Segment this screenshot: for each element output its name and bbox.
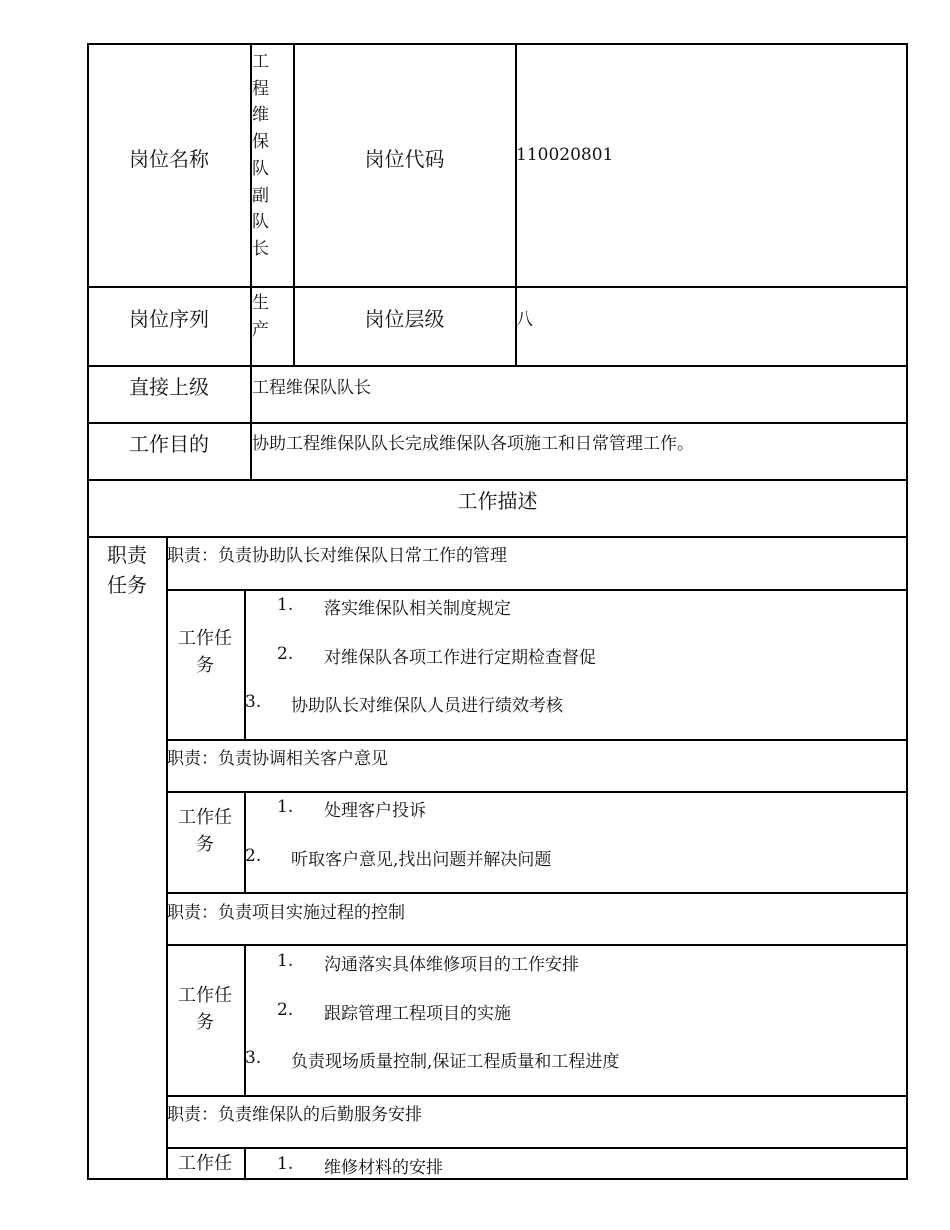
position-name-value: 工程维保队副队长 <box>252 52 269 259</box>
task-label <box>166 982 244 1036</box>
task-number: 2. <box>277 1000 294 1020</box>
position-series-value: 生产 <box>252 293 269 340</box>
task-number: 1. <box>277 1154 294 1174</box>
task-text: 处理客户投诉 <box>324 801 426 821</box>
row-divider <box>166 1095 907 1097</box>
row-divider <box>88 365 907 367</box>
task-number: 1. <box>277 595 294 615</box>
task-text: 听取客户意见,找出问题并解决问题 <box>291 850 552 870</box>
row-divider <box>88 536 907 538</box>
work-purpose-value: 协助工程维保队队长完成维保队各项施工和日常管理工作。 <box>252 434 694 454</box>
task-text: 对维保队各项工作进行定期检查督促 <box>324 648 596 668</box>
column-divider <box>244 589 246 740</box>
row-divider <box>166 739 907 741</box>
task-label-line1: 工作任 <box>178 628 232 649</box>
task-number: 3. <box>245 1048 262 1068</box>
column-divider <box>244 791 246 893</box>
duty-title: 职责：负责协调相关客户意见 <box>167 749 388 769</box>
duties-label <box>88 540 166 600</box>
duties-label-line2: 任务 <box>107 573 147 597</box>
task-number: 1. <box>277 797 294 817</box>
task-number: 2. <box>277 644 294 664</box>
row-divider <box>166 791 907 793</box>
task-number: 2. <box>245 846 262 866</box>
direct-superior-label: 直接上级 <box>129 375 209 399</box>
task-text: 跟踪管理工程项目的实施 <box>324 1004 511 1024</box>
duty-title: 职责：负责协助队长对维保队日常工作的管理 <box>167 546 507 566</box>
work-purpose-label: 工作目的 <box>129 432 209 456</box>
task-text: 维修材料的安排 <box>324 1158 443 1178</box>
task-number: 3. <box>245 692 262 712</box>
task-label-line1: 工作任 <box>178 807 232 828</box>
task-label <box>166 1150 244 1177</box>
duties-label-line1: 职责 <box>107 543 147 567</box>
task-label <box>166 625 244 679</box>
column-divider <box>244 944 246 1096</box>
row-divider <box>166 1147 907 1149</box>
row-divider <box>88 479 907 481</box>
row-divider <box>166 944 907 946</box>
column-divider <box>244 1147 246 1179</box>
row-divider <box>88 286 907 288</box>
task-label-line1: 工作任 <box>178 985 232 1006</box>
duty-title: 职责：负责项目实施过程的控制 <box>167 903 405 923</box>
section-title: 工作描述 <box>457 489 538 513</box>
task-label-line2: 务 <box>196 1012 214 1033</box>
direct-superior-value: 工程维保队队长 <box>252 378 371 398</box>
position-level-value: 八 <box>516 310 533 330</box>
row-divider <box>88 422 907 424</box>
position-series-label: 岗位序列 <box>129 307 209 331</box>
position-code-value: 110020801 <box>516 145 614 165</box>
task-number: 1. <box>277 951 294 971</box>
row-divider <box>166 892 907 894</box>
task-label-line1: 工作任 <box>178 1153 232 1174</box>
position-level-label: 岗位层级 <box>364 307 445 331</box>
task-label-line2: 务 <box>196 655 214 676</box>
task-label <box>166 804 244 858</box>
task-text: 协助队长对维保队人员进行绩效考核 <box>291 696 563 716</box>
task-text: 落实维保队相关制度规定 <box>324 599 511 619</box>
task-text: 沟通落实具体维修项目的工作安排 <box>324 955 579 975</box>
position-name-label: 岗位名称 <box>129 147 209 171</box>
position-code-label: 岗位代码 <box>364 147 445 171</box>
row-divider <box>166 589 907 591</box>
task-text: 负责现场质量控制,保证工程质量和工程进度 <box>291 1052 620 1072</box>
task-label-line2: 务 <box>196 834 214 855</box>
duty-title: 职责：负责维保队的后勤服务安排 <box>167 1105 422 1125</box>
